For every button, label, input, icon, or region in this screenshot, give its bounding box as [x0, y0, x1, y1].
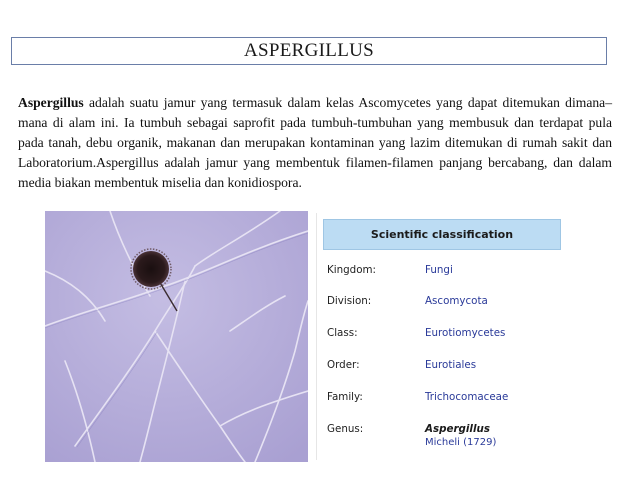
row-value-family[interactable]: Trichocomaceae	[425, 391, 509, 403]
row-value-kingdom[interactable]: Fungi	[425, 264, 453, 276]
row-label-genus: Genus:	[327, 423, 364, 435]
row-value-class[interactable]: Eurotiomycetes	[425, 327, 506, 339]
photo-background	[45, 211, 308, 462]
slide-title: ASPERGILLUS	[244, 40, 374, 61]
row-value-genus: Aspergillus	[425, 423, 490, 435]
genus-authority[interactable]: Micheli (1729)	[425, 437, 497, 448]
row-label-family: Family:	[327, 391, 363, 403]
aspergillus-micrograph	[45, 211, 308, 462]
title-box	[11, 37, 607, 65]
row-label-division: Division:	[327, 295, 372, 307]
classification-table	[316, 213, 567, 460]
description-paragraph	[18, 93, 612, 193]
classification-heading: Scientific classification	[323, 219, 561, 250]
row-label-kingdom: Kingdom:	[327, 264, 377, 276]
row-value-order[interactable]: Eurotiales	[425, 359, 477, 371]
row-value-division[interactable]: Ascomycota	[425, 295, 488, 307]
row-label-class: Class:	[327, 327, 358, 339]
conidial-head	[133, 251, 169, 287]
row-label-order: Order:	[327, 359, 360, 371]
paragraph-text: adalah suatu jamur yang termasuk dalam kelas Ascomycetes yang dapat ditemukan dimana–mana di alam ini. Ia tumbuh sebagai saprofit pada tumbuh-tumbuhan yang membusuk dan terdapat pula pada tanah, debu organik, makanan dan merupakan kontaminan yang lazim ditemukan di rumah sakit dan Laboratorium.Aspergillus adalah jamur yang membentuk filamen-filamen panjang bercabang, dan dalam media biakan membentuk miselia dan konidiospora.	[18, 95, 612, 190]
bold-term: Aspergillus	[18, 95, 84, 110]
